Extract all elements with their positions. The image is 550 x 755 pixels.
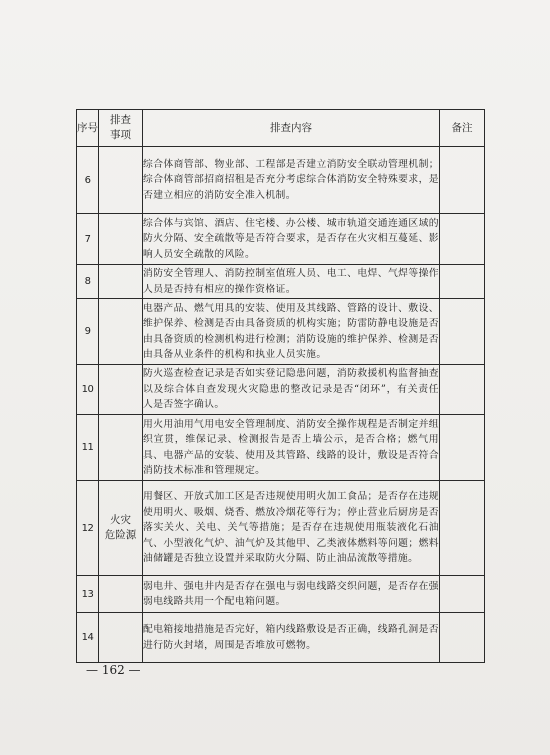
row-number: 6 [77,147,99,214]
row-number: 11 [77,415,99,481]
header-note: 备注 [440,110,485,147]
row-number: 13 [77,576,99,613]
row-item [99,613,143,663]
row-note [440,365,485,415]
table-row [77,214,485,265]
row-item [99,299,143,365]
row-content: 用餐区、开放式加工区是否违规使用明火加工食品；是否存在违规使用明火、吸烟、烧香、燃放冷烟花等行为；停止营业后厨房是否落实关火、关电、关气等措施；是否存在违规使用瓶装液化石油气、小型液化气炉、油气炉及其他甲、乙类液体燃料等问题；燃料油储罐是否独立设置并采取防火分隔、防止油品流散等措施。 [143,481,440,576]
row-number: 9 [77,299,99,365]
row-content: 弱电井、强电井内是否存在强电与弱电线路交织问题，是否存在强弱电线路共用一个配电箱问题。 [143,576,440,613]
row-content: 防火巡查检查记录是否如实登记隐患问题，消防救援机构监督抽查以及综合体自查发现火灾隐患的整改记录是否“闭环”，有关责任人是否签字确认。 [143,365,440,415]
row-item [99,147,143,214]
row-note [440,214,485,265]
page-number: — 162 — [86,663,141,677]
row-note [440,299,485,365]
row-number: 14 [77,613,99,663]
row-content: 用火用油用气用电安全管理制度、消防安全操作规程是否制定并组织宣贯，维保记录、检测报告是否上墙公示，是否合格；燃气用具、电器产品的安装、使用及其管路、线路的设计，敷设是否符合消防技术标准和管理规定。 [143,415,440,481]
row-note [440,147,485,214]
row-note [440,415,485,481]
table-row [77,481,485,576]
row-content: 综合体与宾馆、酒店、住宅楼、办公楼、城市轨道交通连通区域的防火分隔、安全疏散等是否符合要求，是否存在火灾相互蔓延、影响人员安全疏散的风险。 [143,214,440,265]
table-row [77,299,485,365]
header-item [99,110,143,147]
row-note [440,481,485,576]
row-number: 7 [77,214,99,265]
row-item [99,415,143,481]
group-label-cell [99,481,143,576]
row-number: 12 [77,481,99,576]
inspection-table [76,109,485,663]
table-header-row [77,110,485,147]
row-item [99,214,143,265]
header-content: 排查内容 [143,110,440,147]
row-number: 8 [77,265,99,299]
group-label: 火灾 危险源 [104,514,137,541]
row-number: 10 [77,365,99,415]
row-item [99,265,143,299]
table-row [77,147,485,214]
header-no: 序号 [77,110,99,147]
table-row [77,365,485,415]
row-content: 配电箱接地措施是否完好，箱内线路敷设是否正确，线路孔洞是否进行防火封堵，周围是否堆放可燃物。 [143,613,440,663]
row-content: 综合体商管部、物业部、工程部是否建立消防安全联动管理机制；综合体商管部招商招租是否充分考虑综合体消防安全特殊要求，是否建立相应的消防安全准入机制。 [143,147,440,214]
row-content: 电器产品、燃气用具的安装、使用及其线路、管路的设计、敷设、维护保养、检测是否由具备资质的机构实施；防雷防静电设施是否由具备资质的检测机构进行检测；消防设施的维护保养、检测是否由具备从业条件的机构和执业人员实施。 [143,299,440,365]
row-item [99,365,143,415]
row-note [440,265,485,299]
row-note [440,613,485,663]
row-note [440,576,485,613]
table-row [77,613,485,663]
table-row [77,415,485,481]
table-row [77,576,485,613]
table-row [77,265,485,299]
row-content: 消防安全管理人、消防控制室值班人员、电工、电焊、气焊等操作人员是否持有相应的操作资格证。 [143,265,440,299]
header-item-label: 排查 事项 [110,114,131,141]
row-item [99,576,143,613]
